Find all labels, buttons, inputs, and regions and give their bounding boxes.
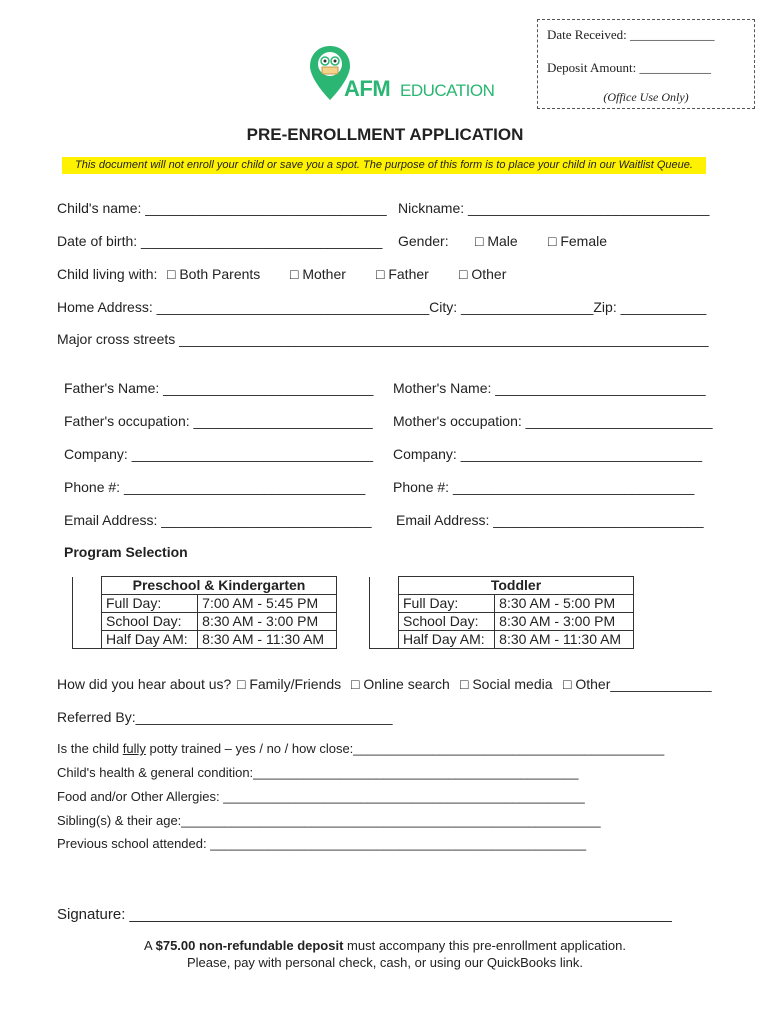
date-of-birth-field[interactable]: Date of birth: _______________________________ [57,233,383,249]
page-title: PRE-ENROLLMENT APPLICATION [246,125,524,144]
toddler-row-label: Half Day AM: [399,631,495,649]
preschool-row-time: 7:00 AM - 5:45 PM [198,595,337,613]
preschool-half-day-select[interactable] [73,631,102,649]
father-phone-field[interactable]: Phone #: _______________________________ [64,479,366,495]
previous-school-field[interactable]: Previous school attended: ____________________________________________________ [57,836,587,851]
nickname-field[interactable]: Nickname: _______________________________ [398,200,710,216]
toddler-full-day-select[interactable] [370,595,399,613]
office-use-box [537,19,755,109]
health-condition-field[interactable]: Child's health & general condition:_____________________________________________ [57,765,579,780]
afm-education-logo [308,44,498,104]
father-name-field[interactable]: Father's Name: ___________________________ [64,380,374,396]
toddler-row-time: 8:30 AM - 5:00 PM [495,595,634,613]
preschool-title: Preschool & Kindergarten [102,577,337,595]
father-company-field[interactable]: Company: _______________________________ [64,446,374,462]
living-other-checkbox[interactable]: □ Other [459,266,507,282]
preschool-row-label: School Day: [102,613,198,631]
home-address-field[interactable]: Home Address: ___________________________________City: _________________Zip: ___________ [57,299,707,315]
mother-company-field[interactable]: Company: _______________________________ [393,446,703,462]
toddler-row-time: 8:30 AM - 3:00 PM [495,613,634,631]
toddler-school-day-select[interactable] [370,613,399,631]
office-use-note: (Office Use Only) [603,90,689,104]
preschool-program-table [72,576,337,649]
living-father-checkbox[interactable]: □ Father [376,266,429,282]
referred-by-field[interactable]: Referred By:_________________________________ [57,709,393,725]
heard-other-checkbox[interactable]: □ Other_____________ [563,676,712,692]
date-received-field[interactable]: Date Received: _____________ [547,27,715,42]
mother-name-field[interactable]: Mother's Name: ___________________________ [393,380,706,396]
allergies-field[interactable]: Food and/or Other Allergies: __________________________________________________ [57,789,585,804]
father-email-field[interactable]: Email Address: ___________________________ [64,512,372,528]
toddler-row-time: 8:30 AM - 11:30 AM [495,631,634,649]
toddler-half-day-select[interactable] [370,631,399,649]
preschool-select-cell[interactable] [73,577,102,595]
living-with-label: Child living with: [57,266,158,282]
heard-family-checkbox[interactable]: □ Family/Friends [237,676,342,692]
potty-fully-text: fully [122,741,146,756]
toddler-row-label: Full Day: [399,595,495,613]
toddler-row-label: School Day: [399,613,495,631]
deposit-notice [0,938,770,953]
heard-about-label: How did you hear about us? [57,676,232,692]
preschool-row-label: Full Day: [102,595,198,613]
preschool-full-day-select[interactable] [73,595,102,613]
child-name-field[interactable]: Child's name: _______________________________ [57,200,387,216]
waitlist-notice: This document will not enroll your child or save you a spot. The purpose of this form is to place your child in our Waitlist Queue. [62,157,706,174]
mother-occupation-field[interactable]: Mother's occupation: ________________________ [393,413,713,429]
program-selection-heading: Program Selection [64,544,188,560]
toddler-select-cell[interactable] [370,577,399,595]
gender-female-checkbox[interactable]: □ Female [548,233,608,249]
living-both-parents-checkbox[interactable]: □ Both Parents [167,266,261,282]
preschool-school-day-select[interactable] [73,613,102,631]
potty-post-text: potty trained – yes / no / how close:___________________________________________ [145,741,665,756]
cross-streets-field[interactable]: Major cross streets ____________________________________________________________________ [57,331,709,347]
logo-education-text: EDUCATION [400,81,495,100]
mother-email-field[interactable]: Email Address: ___________________________ [396,512,704,528]
siblings-field[interactable]: Sibling(s) & their age:__________________________________________________________ [57,813,601,828]
preschool-row-label: Half Day AM: [102,631,198,649]
toddler-title: Toddler [399,577,634,595]
father-occupation-field[interactable]: Father's occupation: _______________________ [64,413,373,429]
heard-social-checkbox[interactable]: □ Social media [460,676,553,692]
deposit-pre: A [144,938,156,953]
preschool-row-time: 8:30 AM - 11:30 AM [198,631,337,649]
gender-label: Gender: [398,233,449,249]
deposit-amount-field[interactable]: Deposit Amount: ___________ [547,60,711,75]
gender-male-checkbox[interactable]: □ Male [475,233,518,249]
payment-notice: Please, pay with personal check, cash, or using our QuickBooks link. [187,955,583,970]
preschool-row-time: 8:30 AM - 3:00 PM [198,613,337,631]
living-mother-checkbox[interactable]: □ Mother [290,266,346,282]
signature-field[interactable]: Signature: _________________________________________________________________ [57,906,672,923]
logo-afm-text: AFM [344,76,391,101]
toddler-program-table [369,576,634,649]
potty-pre-text: Is the child [57,741,123,756]
potty-trained-field[interactable] [57,741,664,756]
heard-online-checkbox[interactable]: □ Online search [351,676,450,692]
deposit-post: must accompany this pre-enrollment application. [343,938,626,953]
mother-phone-field[interactable]: Phone #: _______________________________ [393,479,695,495]
deposit-amount-bold: $75.00 non-refundable deposit [155,938,344,953]
